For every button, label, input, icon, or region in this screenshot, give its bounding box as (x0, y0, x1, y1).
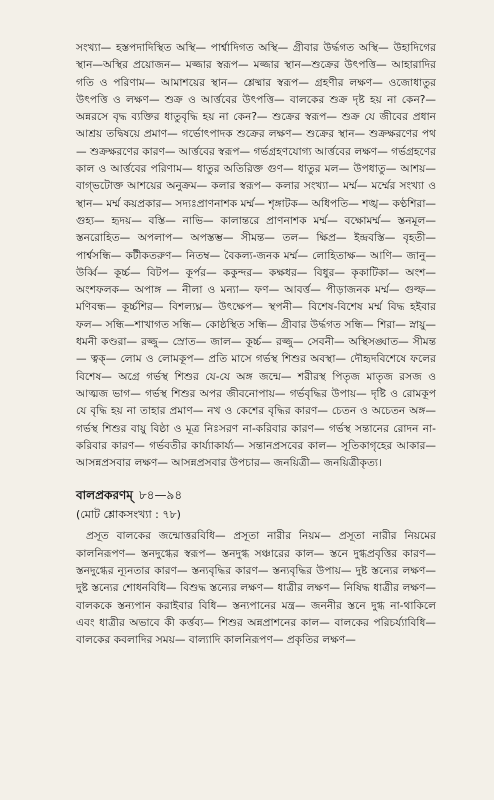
contents-paragraph-top: সংখ্যা— হস্তপদাদিস্থিত অস্থি— পার্শ্বাদিগত অস্থি— গ্রীবার উর্দ্ধগত অস্থি— উহাদিগের স্থান—অস্থির প্রয়োজন— মজ্জার স্বরূপ— মজ্জার স্থান—শুক্রের উৎপত্তি— আহারাদির গতি ও পরিণাম— আমাশয়ের স্থান— শ্লেষ্মার স্বরূপ— গ্রহণীর লক্ষণ— ওজোধাতুর উৎপত্তি ও লক্ষণ— শুক্র ও আর্ত্তবের উৎপত্তি— বালকের শুক্র দৃষ্ট হয় না কেন?— অন্নরসে বৃদ্ধ ব্যক্তির ধাতুবৃদ্ধি হয় না কেন?— শুক্রের স্বরূপ— শুক্র যে জীবের প্রধান আশ্রয় তদ্বিষয়ে প্রমাণ— গর্ভোৎপাদক শুক্রের লক্ষণ— শুক্রের স্থান— শুক্রক্ষরণের পথ— শুক্রক্ষরণের কারণ— আর্ত্তবের স্বরূপ— গর্ভগ্রহণযোগ্য আর্ত্তবের লক্ষণ— গর্ভগ্রহণের কাল ও আর্ত্তবের পরিণাম— ধাতুর অতিরিক্ত গুণ— ধাতুর মল— উপধাতু— আশয়— বাগ্ভটোক্ত আশয়ের অনুক্রম— কলার স্বরূপ— কলার সংখ্যা— মর্ম্ম— মর্ম্মের সংখ্যা ও স্থান— মর্ম্ম কয়প্রকার— সদ্যঃপ্রাণনাশক মর্ম্ম— শৃঙ্গাটক— অধিপতি— শঙ্খ— কণ্ঠশিরা— গুহ্য— হৃদয়— বস্তি— নাভি— কালান্তরে প্রাণনাশক মর্ম্ম— বক্ষোমর্ম্ম— স্তনমূল— স্তনরোহিত— অপলাপ— অপস্তম্ভ— সীমন্ত— তল— ক্ষিপ্র— ইন্দ্রবস্তি— বৃহতী— পার্শ্বসন্ধি— কটীকতরুণ— নিতম্ব— বৈকল্য-জনক মর্ম্ম— লোহিতাক্ষ— আণি— জানু— উর্ব্বি— কূর্চ্চ— বিটপ— কূর্পর— ককুন্দর— কক্ষধর— বিধুর— কৃকাটিকা— অংশ— অংশফলক— অপাঙ্গ — নীলা ও মন্যা— ফণ— আবর্ত্ত— পীড়াজনক মর্ম্ম— গুল্ফ— মণিবন্ধ— কূর্চ্চশির— বিশল্যঘ্ন— উৎক্ষেপ— স্থপনী— বিশেষ-বিশেষ মর্ম্ম বিদ্ধ হইবার ফল— সন্ধি—শাখাগত সন্ধি— কোষ্ঠস্থিত সন্ধি— গ্রীবার উর্দ্ধগত সন্ধি— শিরা— স্নায়ু— ধমনী কণ্ডরা— রজ্জু— স্রোত— জাল— কূর্চ্চ— রজ্জু— সেবনী— অস্থিসঙ্ঘাত— সীমন্ত— ত্বক্— লোম ও লোমকূপ— প্রতি মাসে গর্ভস্থ শিশুর অবস্থা— দৌহৃদবিশেষে ফলের বিশেষ— অগ্রে গর্ভস্থ শিশুর যে-যে অঙ্গ জন্মে— শরীরস্থ পিতৃজ মাতৃজ রসজ ও আত্মজ ভাগ— গর্ভস্থ শিশুর অপর জীবনোপায়— গর্ভবৃদ্ধির উপায়— দৃষ্টি ও রোমকূপ যে বৃদ্ধি হয় না তাহার প্রমাণ— নখ ও কেশের বৃদ্ধির কারণ— চেতন ও অচেতন অঙ্গ— গর্ভস্থ শিশুর বায়ু বিষ্ঠা ও মূত্র নিঃসরণ না-করিবার কারণ— গর্ভস্থ সন্তানের রোদন না-করিবার কারণ— গর্ভবতীর কার্য্যাকার্য্য— সন্তানপ্রসবের কাল— সূতিকাগৃহের আকার— আসন্নপ্রসবার লক্ষণ— আসন্নপ্রসবার উপচার— জনয়িত্রী— জনয়িত্রীকৃত্য। (76, 42, 436, 470)
section-title: বালপ্রকরণম্ (76, 488, 133, 503)
section-range: ৮৪—৯৪ (138, 488, 183, 503)
section-heading (76, 486, 436, 504)
contents-paragraph-bottom: প্রসূত বালকের জন্মোত্তরবিধি— প্রসূতা নারীর নিয়ম— প্রসূতা নারীর নিয়মের কালনিরূপণ— স্তনদুগ্ধের স্বরূপ— স্তনদুগ্ধ সঞ্চারের কাল— স্তনে দুগ্ধপ্রবৃত্তির কারণ— স্তনদুগ্ধের ন্যূনতার কারণ— স্তন্যবৃদ্ধির কারণ— স্তন্যবৃদ্ধির উপায়— দুষ্ট স্তন্যের লক্ষণ— দুষ্ট স্তন্যের শোধনবিধি— বিশুদ্ধ স্তন্যের লক্ষণ— ধাত্রীর লক্ষণ— নিষিদ্ধ ধাত্রীর লক্ষণ— বালককে স্তন্যপান করাইবার বিধি— স্তন্যপানের মন্ত্র— জননীর স্তনে দুগ্ধ না-থাকিলে এবং ধাত্রীর অভাবে কী কর্ত্তব্য— শিশুর অন্নপ্রাশনের কাল— বালকের পরিচর্য্যাবিধি— বালকের কবলাদির সময়— বাল্যাদি কালনিরূপণ— প্রকৃতির লক্ষণ— (76, 530, 436, 647)
section-verse-count: (মোট শ্লোকসংখ্যা : ৭৮) (76, 508, 181, 522)
